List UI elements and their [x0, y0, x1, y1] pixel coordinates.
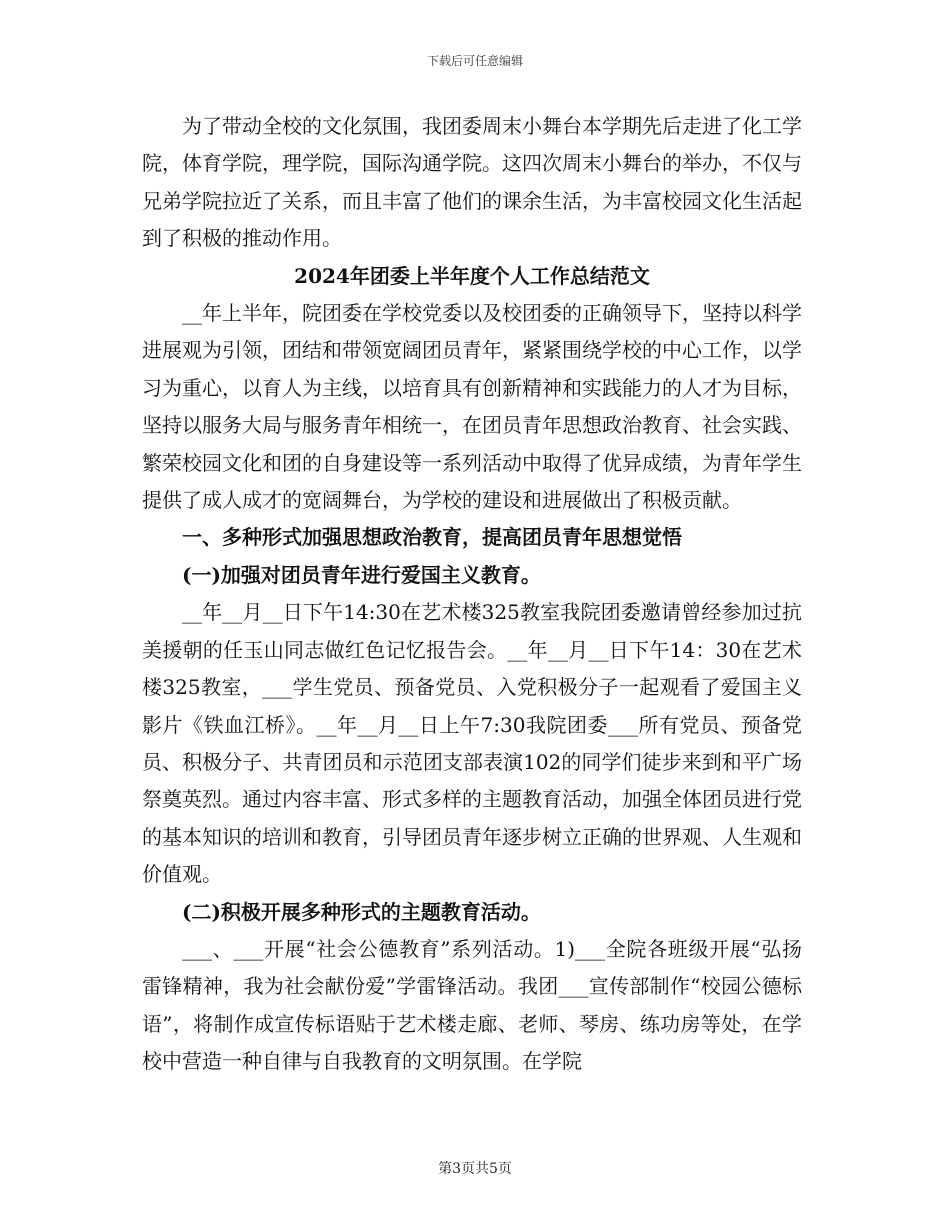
- paragraph-summary-intro: __年上半年，院团委在学校党委以及校团委的正确领导下，坚持以科学进展观为引领，团结和带领宽阔团员青年，紧紧围绕学校的中心工作，以学习为重心，以育人为主线，以培育具有创新精神和实践能力的人才为目标，坚持以服务大局与服务青年相统一，在团员青年思想政治教育、社会实践、繁荣校园文化和团的自身建设等一系列活动中取得了优异成绩，为青年学生提供了成人成才的宽阔舞台，为学校的建设和进展做出了积极贡献。: [142, 301, 802, 513]
- document-body: [142, 108, 802, 1081]
- page-number-footer: 第3页共5页: [438, 1161, 512, 1177]
- paragraph-stage-activities: 为了带动全校的文化氛围，我团委周末小舞台本学期先后走进了化工学院，体育学院，理学院，国际沟通学院。这四次周末小舞台的举办，不仅与兄弟学院拉近了关系，而且丰富了他们的课余生活，为丰富校园文化生活起到了积极的推动作用。: [142, 114, 802, 251]
- document-title: 2024年团委上半年度个人工作总结范文: [294, 263, 650, 288]
- paragraph-patriotic-education: __年__月__日下午14:30在艺术楼325教室我院团委邀请曾经参加过抗美援朝的任玉山同志做红色记忆报告会。__年__月__日下午14：30在艺术楼325教室，___学生党员、预备党员、入党积极分子一起观看了爱国主义影片《铁血江桥》。__年__月__日上午7:30我院团委___所有党员、预备党员、积极分子、共青团员和示范团支部表演102的同学们徒步来到和平广场祭奠英烈。通过内容丰富、形式多样的主题教育活动，加强全体团员进行党的基本知识的培训和教育，引导团员青年逐步树立正确的世界观、人生观和价值观。: [142, 600, 802, 887]
- subsection-heading-2: (二)积极开展多种形式的主题教育活动。: [182, 899, 541, 924]
- paragraph-public-morality: ___、___开展“社会公德教育”系列活动。1)___全院各班级开展“弘扬雷锋精神，我为社会献份爱”学雷锋活动。我团___宣传部制作“校园公德标语”，将制作成宣传标语贴于艺术楼走廊、老师、琴房、练功房等处，在学校中营造一种自律与自我教育的文明氛围。在学院: [142, 936, 802, 1074]
- subsection-heading-1: (一)加强对团员青年进行爱国主义教育。: [182, 562, 541, 587]
- section-heading-1: 一、多种形式加强思想政治教育，提高团员青年思想觉悟: [182, 525, 682, 550]
- page-header-note: 下载后可任意编辑: [426, 54, 523, 68]
